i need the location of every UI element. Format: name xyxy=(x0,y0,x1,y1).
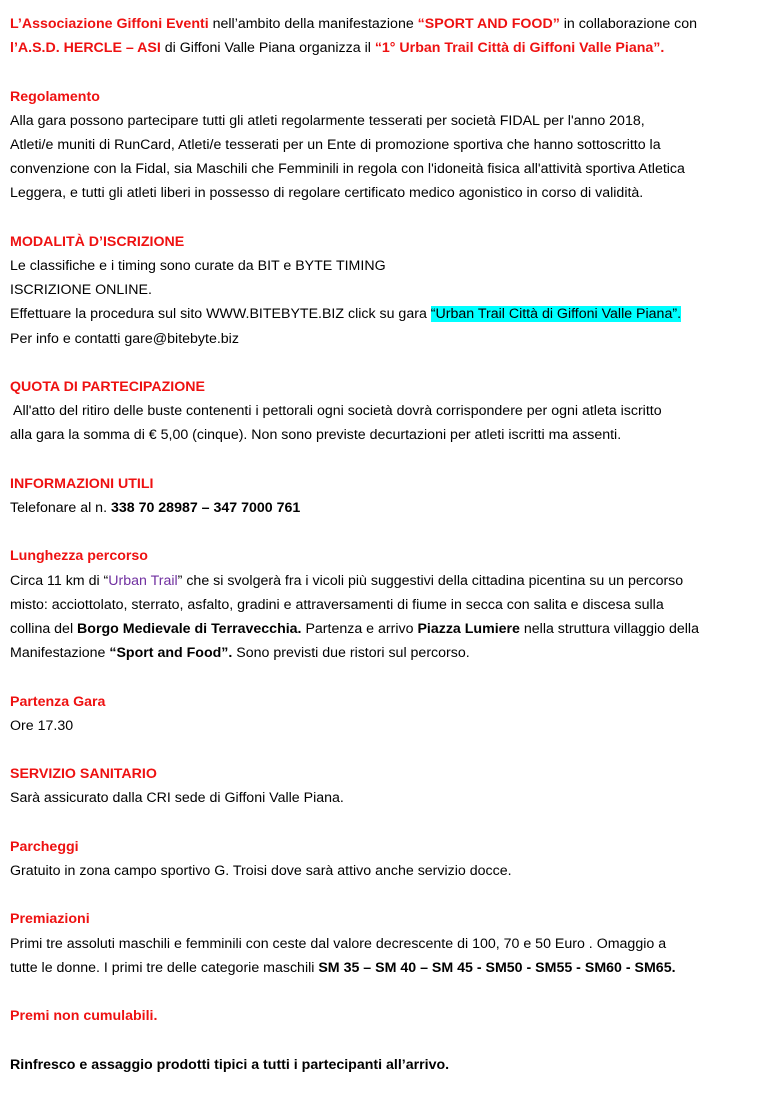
text-line: alla gara la somma di € 5,00 (cinque). Non sono previste decurtazioni per atleti iscritti ma assenti. xyxy=(10,427,622,444)
manifestation-bold: “Sport and Food”. xyxy=(109,645,233,662)
text-span: nella struttura villaggio della xyxy=(519,621,699,637)
text-span: tutte le donne. I primi tre delle categorie maschili xyxy=(10,959,319,976)
text-line: Sarà assicurato dalla CRI sede di Giffoni Valle Piana. xyxy=(10,790,344,807)
text-line: misto: acciottolato, sterrato, asfalto, gradini e attraversamenti di fiume in secca con salita e discesa sulla xyxy=(10,596,664,613)
intro-text: nell’ambito della manifestazione xyxy=(208,16,418,32)
intro-paragraph xyxy=(10,12,760,60)
text-line: ISCRIZIONE ONLINE. xyxy=(10,282,152,299)
text-span: Partenza e arrivo xyxy=(301,621,418,637)
text-line xyxy=(10,496,760,520)
section-partenza xyxy=(10,690,760,738)
text-line: Gratuito in zona campo sportivo G. Troisi dove sarà attivo anche servizio docce. xyxy=(10,862,512,879)
text-line: Leggera, e tutti gli atleti liberi in possesso di regolare certificato medico agonistico in corso di validità. xyxy=(10,185,644,202)
contact-line: Per info e contatti gare@bitebyte.biz xyxy=(10,330,239,347)
section-sanitario xyxy=(10,762,760,810)
borgo-name: Borgo Medievale di Terravecchia. xyxy=(77,621,302,637)
text-line xyxy=(10,302,760,326)
section-heading: MODALITÀ D’ISCRIZIONE xyxy=(10,233,185,250)
procedure-text: Effettuare la procedura sul sito WWW.BITEBYTE.BIZ click su gara xyxy=(10,306,431,323)
phone-prefix: Telefonare al n. xyxy=(10,500,111,516)
text-line: Atleti/e muniti di RunCard, Atleti/e tesserati per un Ente di promozione sportiva che hanno sottoscritto la xyxy=(10,137,661,153)
intro-text: in collaborazione con xyxy=(559,16,698,32)
text-span: Manifestazione xyxy=(10,645,110,662)
section-heading: Regolamento xyxy=(10,88,100,105)
section-heading: Partenza Gara xyxy=(10,693,106,710)
intro-text: di Giffoni Valle Piana organizza il xyxy=(160,40,375,57)
section-heading: SERVIZIO SANITARIO xyxy=(10,766,157,783)
race-link[interactable]: “Urban Trail Città di Giffoni Valle Piana”. xyxy=(430,306,682,323)
section-parcheggi xyxy=(10,835,760,883)
event-name: “1° Urban Trail Città di Giffoni Valle Piana”. xyxy=(374,40,665,57)
text-line xyxy=(10,617,760,641)
partner-name: l’A.S.D. HERCLE – ASI xyxy=(10,40,161,57)
section-quota xyxy=(10,375,760,448)
text-line: Le classifiche e i timing sono curate da BIT e BYTE TIMING xyxy=(10,258,386,274)
section-premiazioni xyxy=(10,907,760,980)
section-regolamento xyxy=(10,85,760,206)
section-heading: QUOTA DI PARTECIPAZIONE xyxy=(10,379,205,395)
urban-trail-name: Urban Trail xyxy=(108,572,178,589)
section-info xyxy=(10,472,760,520)
text-line xyxy=(10,641,760,665)
section-heading: Lunghezza percorso xyxy=(10,548,148,565)
section-heading: Parcheggi xyxy=(10,838,79,855)
text-span: collina del xyxy=(10,621,78,637)
text-span: ” che si svolgerà fra i vicoli più suggestivi della cittadina picentina su un percorso xyxy=(177,572,684,589)
section-iscrizione xyxy=(10,230,760,351)
text-line: All'atto del ritiro delle buste contenenti i pettorali ogni società dovrà corrispondere per ogni atleta iscritto xyxy=(13,403,662,420)
section-heading: INFORMAZIONI UTILI xyxy=(10,475,154,492)
text-line: Primi tre assoluti maschili e femminili con ceste dal valore decrescente di 100, 70 e 50 Euro . Omaggio a xyxy=(10,935,667,952)
text-line: Alla gara possono partecipare tutti gli atleti regolarmente tesserati per società FIDAL per l'anno 2018, xyxy=(10,112,645,129)
text-line: convenzione con la Fidal, sia Maschili che Femminili in regola con l'idoneità fisica all'attività sportiva Atletica xyxy=(10,161,685,178)
text-line xyxy=(10,956,760,980)
piazza-name: Piazza Lumiere xyxy=(417,621,520,637)
manifestation-name: “SPORT AND FOOD” xyxy=(417,16,560,32)
phone-numbers: 338 70 28987 – 347 7000 761 xyxy=(110,500,301,516)
start-time: Ore 17.30 xyxy=(10,717,74,734)
text-span: Sono previsti due ristori sul percorso. xyxy=(232,645,470,662)
section-heading: Premiazioni xyxy=(10,911,90,928)
section-percorso xyxy=(10,544,760,665)
categories-list: SM 35 – SM 40 – SM 45 - SM50 - SM55 - SM60 - SM65. xyxy=(318,959,676,976)
text-line xyxy=(10,569,760,593)
text-span: Circa 11 km di “ xyxy=(10,572,109,589)
premi-note: Premi non cumulabili. xyxy=(10,1008,158,1025)
rinfresco-note: Rinfresco e assaggio prodotti tipici a tutti i partecipanti all’arrivo. xyxy=(10,1056,450,1073)
organizer-name: L’Associazione Giffoni Eventi xyxy=(10,16,209,32)
